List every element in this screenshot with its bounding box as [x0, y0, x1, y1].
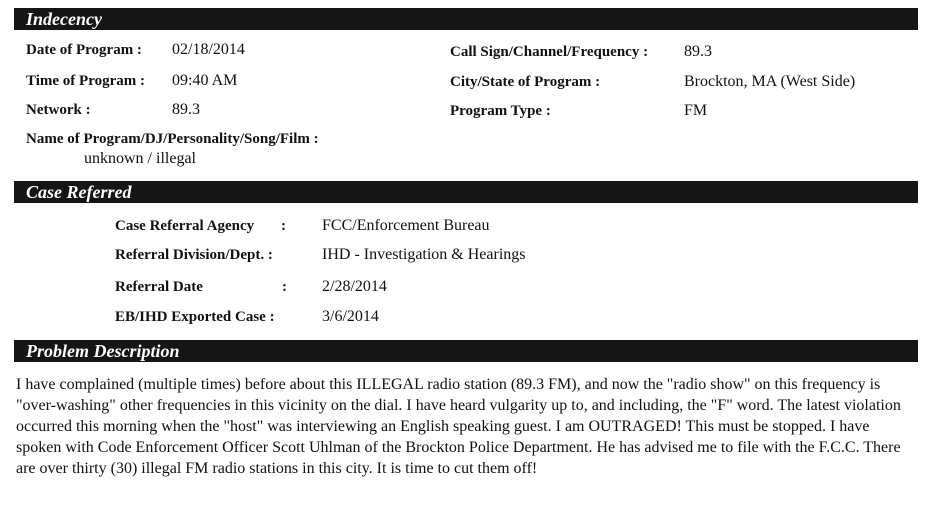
problem-description-text: I have complained (multiple times) before about this ILLEGAL radio station (89.3 FM), and now the "radio show" on this frequency is "over-washing" other frequencies in this vicinity on the dial. I have heard vulgarity up to, and including, the "F" word. The latest violation occurred this morning when the "host" was interviewing an English speaking guest. I am OUTRAGED! This must be stopped. I have spoken with Code Enforcement Officer Scott Uhlman of the Brockton Police Department. He has advised me to file with the F.C.C. There are over thirty (30) illegal FM radio stations in this city. It is time to cut them off!: [16, 376, 901, 477]
program-name-label: Name of Program/DJ/Personality/Song/Film :: [26, 131, 319, 147]
city-state-value: Brockton, MA (West Side): [684, 73, 856, 90]
referral-date-value: 2/28/2014: [322, 278, 387, 295]
referral-date-label: Referral Date: [115, 279, 203, 295]
time-of-program-label: Time of Program :: [26, 73, 145, 89]
call-sign-label: Call Sign/Channel/Frequency :: [450, 44, 649, 60]
referral-agency-colon: :: [281, 218, 286, 234]
exported-case-label: EB/IHD Exported Case :: [115, 309, 275, 325]
date-of-program-label: Date of Program :: [26, 42, 142, 58]
problem-description-header: Problem Description: [14, 340, 918, 362]
program-type-label: Program Type :: [450, 103, 551, 119]
indecency-header: Indecency: [14, 8, 918, 30]
program-name-value: unknown / illegal: [84, 150, 196, 167]
time-of-program-value: 09:40 AM: [172, 72, 238, 89]
referral-division-value: IHD - Investigation & Hearings: [322, 246, 526, 263]
network-value: 89.3: [172, 101, 200, 118]
call-sign-value: 89.3: [684, 43, 712, 60]
city-state-label: City/State of Program :: [450, 74, 601, 90]
referral-agency-value: FCC/Enforcement Bureau: [322, 217, 490, 234]
exported-case-value: 3/6/2014: [322, 308, 379, 325]
referral-agency-label: Case Referral Agency: [115, 218, 255, 234]
referral-division-label: Referral Division/Dept. :: [115, 247, 273, 263]
date-of-program-value: 02/18/2014: [172, 41, 245, 58]
program-type-value: FM: [684, 102, 708, 119]
referral-date-colon: :: [282, 279, 287, 295]
network-label: Network :: [26, 102, 91, 118]
case-referred-header: Case Referred: [14, 181, 918, 203]
